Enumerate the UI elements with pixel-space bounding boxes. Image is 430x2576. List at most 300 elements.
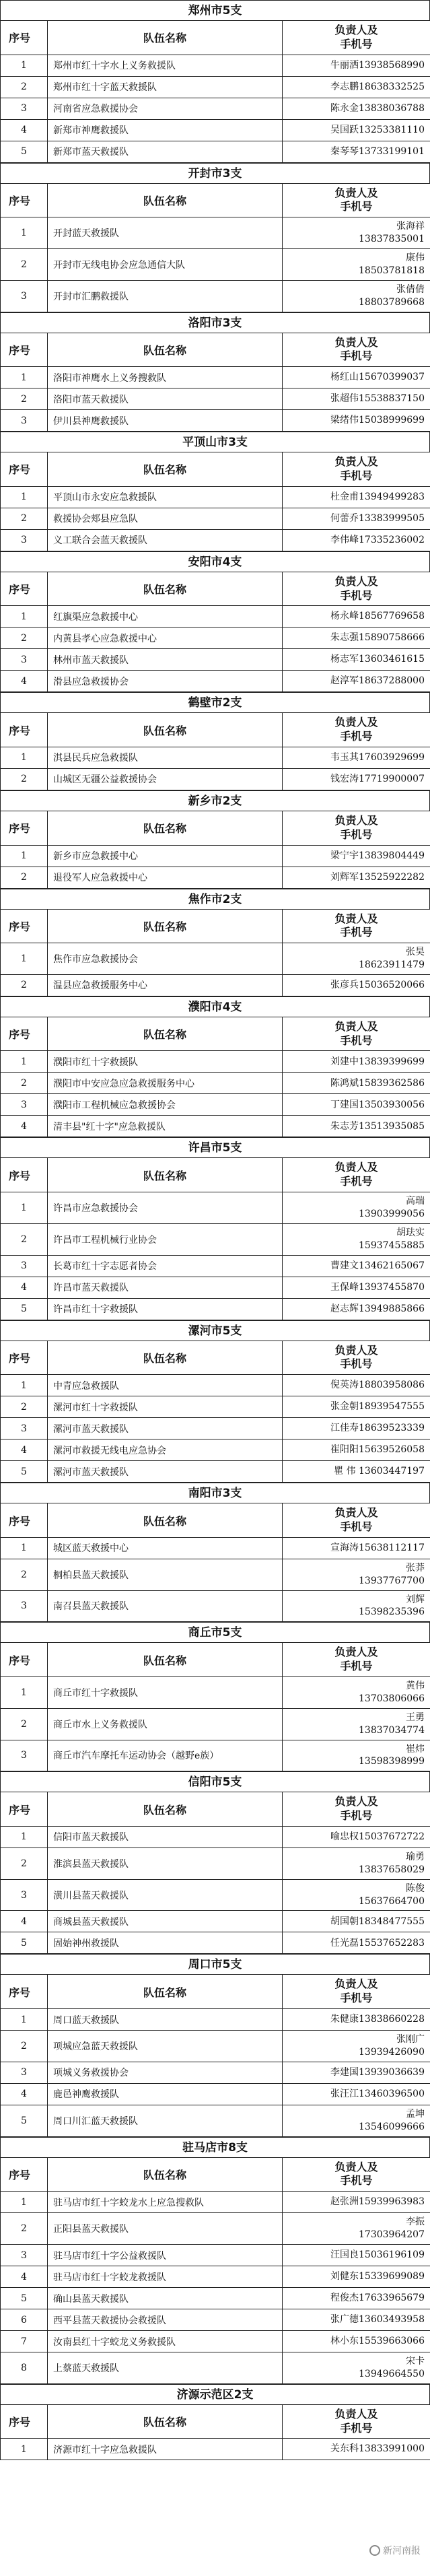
- header-index: 序号: [1, 1341, 48, 1375]
- team-name: 商丘市红十字救援队: [48, 1676, 283, 1708]
- contact-info: 李振 17303964207: [283, 2213, 430, 2245]
- row-index: 4: [1, 1911, 48, 1932]
- table-row: [1, 1051, 430, 1073]
- region-table: [0, 1503, 430, 1622]
- team-name: 平顶山市永安应急救援队: [48, 486, 283, 508]
- contact-info: 赵张洲15939963983: [283, 2192, 430, 2213]
- team-name: 正阳县蓝天救援队: [48, 2213, 283, 2245]
- contact-info: 胡国朝18348477555: [283, 1911, 430, 1932]
- row-index: 3: [1, 410, 48, 432]
- header-team-name: 队伍名称: [48, 2157, 283, 2192]
- table-row: [1, 2331, 430, 2352]
- table-row: [1, 76, 430, 98]
- region-table: [0, 333, 430, 432]
- team-name: 城区蓝天救援中心: [48, 1537, 283, 1559]
- row-index: 1: [1, 2439, 48, 2460]
- contact-info: 杨志军13603461615: [283, 649, 430, 671]
- team-name: 汝南县红十字蛟龙义务救援队: [48, 2331, 283, 2352]
- row-index: 4: [1, 2083, 48, 2105]
- table-header-row: [1, 572, 430, 606]
- contact-info: 任光磊15537652283: [283, 1932, 430, 1954]
- region-title: 济源示范区2支: [0, 2384, 430, 2404]
- table-row: [1, 1932, 430, 1954]
- header-contact: 负责人及 手机号: [283, 452, 430, 487]
- table-row: [1, 943, 430, 975]
- team-name: 漯河市蓝天救援队: [48, 1461, 283, 1483]
- region-title: 周口市5支: [0, 1954, 430, 1974]
- team-name: 许昌市工程机械行业协会: [48, 1223, 283, 1255]
- team-name: 周口蓝天救援队: [48, 2009, 283, 2031]
- header-contact: 负责人及 手机号: [283, 21, 430, 55]
- row-index: 1: [1, 486, 48, 508]
- table-row: [1, 1740, 430, 1771]
- table-row: [1, 606, 430, 628]
- header-index: 序号: [1, 713, 48, 747]
- row-index: 1: [1, 606, 48, 628]
- team-name: 商丘市水上义务救援队: [48, 1708, 283, 1740]
- team-name: 许昌市应急救援协会: [48, 1192, 283, 1224]
- region-title: 平顶山市3支: [0, 432, 430, 452]
- contact-info: 程俊杰17633965679: [283, 2288, 430, 2309]
- contact-info: 倪英涛18803958086: [283, 1375, 430, 1396]
- row-index: 2: [1, 628, 48, 649]
- contact-info: 张莽 13937767700: [283, 1559, 430, 1590]
- header-contact: 负责人及 手机号: [283, 333, 430, 367]
- table-row: [1, 1439, 430, 1461]
- row-index: 3: [1, 1094, 48, 1116]
- contact-info: 朱志强15890758666: [283, 628, 430, 649]
- region-title: 焦作市2支: [0, 889, 430, 909]
- contact-info: 瞿 伟 13603447197: [283, 1461, 430, 1483]
- team-name: 山城区无疆公益救援协会: [48, 768, 283, 790]
- row-index: 1: [1, 2192, 48, 2213]
- row-index: 2: [1, 867, 48, 888]
- team-name: 漯河市蓝天救援队: [48, 1418, 283, 1439]
- table-row: [1, 2105, 430, 2136]
- contact-info: 张海祥 13837835001: [283, 217, 430, 249]
- row-index: 7: [1, 2331, 48, 2352]
- table-row: [1, 747, 430, 768]
- region-title: 许昌市5支: [0, 1137, 430, 1157]
- team-name: 新郑市神鹰救援队: [48, 119, 283, 141]
- row-index: 2: [1, 1396, 48, 1418]
- row-index: 1: [1, 2009, 48, 2031]
- table-row: [1, 1255, 430, 1277]
- team-name: 漯河市救援无线电应急协会: [48, 1439, 283, 1461]
- contact-info: 刘辉 15398235396: [283, 1590, 430, 1622]
- team-name: 确山县蓝天救援队: [48, 2288, 283, 2309]
- region-title: 信阳市5支: [0, 1771, 430, 1792]
- contact-info: 朱健康13838660228: [283, 2009, 430, 2031]
- region-title: 新乡市2支: [0, 790, 430, 811]
- header-index: 序号: [1, 1503, 48, 1538]
- header-contact: 负责人及 手机号: [283, 811, 430, 845]
- row-index: 2: [1, 1559, 48, 1590]
- team-name: 濮阳市工程机械应急救援协会: [48, 1094, 283, 1116]
- table-row: [1, 649, 430, 671]
- region-table: [0, 811, 430, 889]
- row-index: 3: [1, 1879, 48, 1911]
- table-row: [1, 280, 430, 312]
- header-contact: 负责人及 手机号: [283, 1158, 430, 1192]
- header-contact: 负责人及 手机号: [283, 909, 430, 943]
- contact-info: 林小东15539663066: [283, 2331, 430, 2352]
- row-index: 4: [1, 1439, 48, 1461]
- table-header-row: [1, 1341, 430, 1375]
- team-name: 新郑市蓝天救援队: [48, 141, 283, 162]
- contact-info: 何蕾乔13383999505: [283, 508, 430, 529]
- header-contact: 负责人及 手机号: [283, 713, 430, 747]
- contact-info: 张刚广 13939426090: [283, 2031, 430, 2062]
- header-team-name: 队伍名称: [48, 1792, 283, 1827]
- team-name: 商城县蓝天救援队: [48, 1911, 283, 1932]
- row-index: 2: [1, 1848, 48, 1879]
- contact-info: 梁绪伟15038999699: [283, 410, 430, 432]
- team-name: 救援协会郏县应急队: [48, 508, 283, 529]
- team-name: 林州市蓝天救援队: [48, 649, 283, 671]
- row-index: 2: [1, 248, 48, 280]
- row-index: 4: [1, 2266, 48, 2288]
- header-team-name: 队伍名称: [48, 183, 283, 217]
- table-row: [1, 1277, 430, 1298]
- table-header-row: [1, 452, 430, 487]
- team-name: 济源市红十字应急救援队: [48, 2439, 283, 2460]
- region-title: 濮阳市4支: [0, 996, 430, 1017]
- region-table: [0, 1642, 430, 1771]
- contact-info: 崔炜 13598398999: [283, 1740, 430, 1771]
- row-index: 1: [1, 845, 48, 867]
- team-name: 伊川县神鹰救援队: [48, 410, 283, 432]
- row-index: 1: [1, 217, 48, 249]
- team-name: 洛阳市神鹰水上义务搜救队: [48, 367, 283, 388]
- table-row: [1, 119, 430, 141]
- table-row: [1, 1396, 430, 1418]
- table-row: [1, 508, 430, 529]
- region-table: [0, 712, 430, 790]
- table-row: [1, 141, 430, 162]
- table-row: [1, 1537, 430, 1559]
- contact-info: 王勇 13837034774: [283, 1708, 430, 1740]
- table-header-row: [1, 2157, 430, 2192]
- team-name: 潢川县蓝天救援队: [48, 1879, 283, 1911]
- table-row: [1, 1559, 430, 1590]
- contact-info: 刘建中13839399699: [283, 1051, 430, 1073]
- contact-info: 张金朝18939547555: [283, 1396, 430, 1418]
- contact-info: 刘健东15339699089: [283, 2266, 430, 2288]
- header-contact: 负责人及 手机号: [283, 2157, 430, 2192]
- table-row: [1, 367, 430, 388]
- contact-info: 曹建文13462165067: [283, 1255, 430, 1277]
- region-table: [0, 2157, 430, 2384]
- table-row: [1, 486, 430, 508]
- team-name: 淇县民兵应急救援队: [48, 747, 283, 768]
- watermark-text: 新河南报: [383, 2546, 421, 2556]
- contact-info: 杨永峰18567769658: [283, 606, 430, 628]
- header-index: 序号: [1, 1792, 48, 1827]
- region-title: 郑州市5支: [0, 0, 430, 20]
- region-table: [0, 183, 430, 312]
- header-team-name: 队伍名称: [48, 1341, 283, 1375]
- row-index: 2: [1, 2031, 48, 2062]
- contact-info: 张汪江13460396500: [283, 2083, 430, 2105]
- header-team-name: 队伍名称: [48, 572, 283, 606]
- table-header-row: [1, 713, 430, 747]
- table-row: [1, 1418, 430, 1439]
- region-table: [0, 1017, 430, 1138]
- table-row: [1, 1911, 430, 1932]
- contact-info: 张彦兵15036520066: [283, 974, 430, 996]
- table-row: [1, 1116, 430, 1137]
- contact-info: 张倩倩 18803789668: [283, 280, 430, 312]
- row-index: 5: [1, 2288, 48, 2309]
- table-header-row: [1, 1975, 430, 2009]
- team-name: 信阳市蓝天救援队: [48, 1826, 283, 1848]
- table-row: [1, 1676, 430, 1708]
- row-index: 6: [1, 2309, 48, 2331]
- row-index: 2: [1, 768, 48, 790]
- contact-info: 张超伟15538837150: [283, 388, 430, 410]
- team-name: 郑州市红十字水上义务救援队: [48, 55, 283, 76]
- header-index: 序号: [1, 1158, 48, 1192]
- team-name: 西平县蓝天救援协会救援队: [48, 2309, 283, 2331]
- contact-info: 黄伟 13703806066: [283, 1676, 430, 1708]
- table-row: [1, 248, 430, 280]
- team-name: 洛阳市蓝天救援队: [48, 388, 283, 410]
- header-team-name: 队伍名称: [48, 1503, 283, 1538]
- contact-info: 赵淳军18637288000: [283, 671, 430, 692]
- table-row: [1, 2192, 430, 2213]
- table-row: [1, 2352, 430, 2384]
- table-row: [1, 974, 430, 996]
- table-row: [1, 98, 430, 119]
- table-row: [1, 628, 430, 649]
- team-name: 濮阳市红十字救援队: [48, 1051, 283, 1073]
- table-header-row: [1, 333, 430, 367]
- header-team-name: 队伍名称: [48, 21, 283, 55]
- contact-info: 宋卡 13949664550: [283, 2352, 430, 2384]
- header-index: 序号: [1, 811, 48, 845]
- contact-info: 陈鸿斌15839362586: [283, 1073, 430, 1094]
- contact-info: 赵志辉13949885866: [283, 1298, 430, 1320]
- table-row: [1, 2245, 430, 2266]
- contact-info: 杜金甫13949499283: [283, 486, 430, 508]
- region-table: [0, 452, 430, 551]
- table-row: [1, 845, 430, 867]
- contact-info: 韦玉其17603929699: [283, 747, 430, 768]
- region-title: 鹤壁市2支: [0, 692, 430, 712]
- table-row: [1, 2009, 430, 2031]
- team-name: 漯河市红十字救援队: [48, 1396, 283, 1418]
- row-index: 1: [1, 1537, 48, 1559]
- contact-info: 关东科13833991000: [283, 2439, 430, 2460]
- region-title: 漯河市5支: [0, 1320, 430, 1341]
- team-name: 商丘市汽车摩托车运动协会（越野e族）: [48, 1740, 283, 1771]
- team-name: 滑县应急救援协会: [48, 671, 283, 692]
- table-header-row: [1, 1503, 430, 1538]
- contact-info: 江佳寿18639523339: [283, 1418, 430, 1439]
- header-index: 序号: [1, 21, 48, 55]
- header-contact: 负责人及 手机号: [283, 2404, 430, 2439]
- row-index: 2: [1, 1223, 48, 1255]
- table-header-row: [1, 811, 430, 845]
- team-name: 项城义务救援协会: [48, 2062, 283, 2083]
- team-name: 驻马店市红十字蛟龙救援队: [48, 2266, 283, 2288]
- row-index: 3: [1, 98, 48, 119]
- region-table: [0, 1157, 430, 1320]
- team-name: 温县应急救援服务中心: [48, 974, 283, 996]
- row-index: 4: [1, 119, 48, 141]
- team-name: 义工联合会蓝天救援队: [48, 529, 283, 551]
- row-index: 3: [1, 2245, 48, 2266]
- team-name: 驻马店市红十字蛟龙水上应急搜救队: [48, 2192, 283, 2213]
- table-row: [1, 1708, 430, 1740]
- team-name: 内黄县孝心应急救援中心: [48, 628, 283, 649]
- header-contact: 负责人及 手机号: [283, 1643, 430, 1677]
- table-header-row: [1, 909, 430, 943]
- contact-info: 崔阳阳15639526058: [283, 1439, 430, 1461]
- row-index: 1: [1, 943, 48, 975]
- contact-info: 李志鹏18638332525: [283, 76, 430, 98]
- contact-info: 汪国良15036196109: [283, 2245, 430, 2266]
- header-team-name: 队伍名称: [48, 333, 283, 367]
- table-row: [1, 1826, 430, 1848]
- table-row: [1, 867, 430, 888]
- table-row: [1, 1461, 430, 1483]
- team-name: 项城应急蓝天救援队: [48, 2031, 283, 2062]
- table-header-row: [1, 21, 430, 55]
- row-index: 1: [1, 747, 48, 768]
- header-index: 序号: [1, 333, 48, 367]
- watermark-logo-icon: [369, 2545, 380, 2556]
- header-contact: 负责人及 手机号: [283, 183, 430, 217]
- header-contact: 负责人及 手机号: [283, 572, 430, 606]
- row-index: 2: [1, 388, 48, 410]
- header-index: 序号: [1, 452, 48, 487]
- team-name: 桐柏县蓝天救援队: [48, 1559, 283, 1590]
- region-title: 驻马店市8支: [0, 2137, 430, 2157]
- row-index: 1: [1, 1826, 48, 1848]
- row-index: 8: [1, 2352, 48, 2384]
- contact-info: 吴国跃13253381110: [283, 119, 430, 141]
- row-index: 2: [1, 974, 48, 996]
- header-index: 序号: [1, 909, 48, 943]
- header-index: 序号: [1, 1017, 48, 1051]
- team-name: 红旗渠应急救援中心: [48, 606, 283, 628]
- header-index: 序号: [1, 2404, 48, 2439]
- region-title: 商丘市5支: [0, 1622, 430, 1642]
- team-name: 焦作市应急救援协会: [48, 943, 283, 975]
- row-index: 5: [1, 1461, 48, 1483]
- table-header-row: [1, 1158, 430, 1192]
- table-row: [1, 529, 430, 551]
- row-index: 2: [1, 1708, 48, 1740]
- row-index: 1: [1, 55, 48, 76]
- row-index: 5: [1, 141, 48, 162]
- row-index: 2: [1, 76, 48, 98]
- team-name: 长葛市红十字志愿者协会: [48, 1255, 283, 1277]
- table-header-row: [1, 1643, 430, 1677]
- contact-info: 宣海涛15638112117: [283, 1537, 430, 1559]
- row-index: 4: [1, 1277, 48, 1298]
- team-name: 淮滨县蓝天救援队: [48, 1848, 283, 1879]
- row-index: 5: [1, 2105, 48, 2136]
- region-title: 开封市3支: [0, 163, 430, 183]
- header-team-name: 队伍名称: [48, 1017, 283, 1051]
- row-index: 3: [1, 529, 48, 551]
- region-table: [0, 909, 430, 996]
- contact-info: 瑜勇 13837658029: [283, 1848, 430, 1879]
- contact-info: 丁建国13503930056: [283, 1094, 430, 1116]
- contact-info: 李伟峰17335236002: [283, 529, 430, 551]
- table-row: [1, 768, 430, 790]
- table-row: [1, 1094, 430, 1116]
- region-table: [0, 2404, 430, 2461]
- header-contact: 负责人及 手机号: [283, 1503, 430, 1538]
- row-index: 4: [1, 1116, 48, 1137]
- contact-info: 康伟 18503781818: [283, 248, 430, 280]
- team-name: 郑州市红十字蓝天救援队: [48, 76, 283, 98]
- row-index: 1: [1, 1051, 48, 1073]
- team-name: 新乡市应急救援中心: [48, 845, 283, 867]
- region-table: [0, 1341, 430, 1483]
- table-header-row: [1, 1017, 430, 1051]
- row-index: 3: [1, 2062, 48, 2083]
- team-name: 固始神州救援队: [48, 1932, 283, 1954]
- table-row: [1, 2213, 430, 2245]
- table-header-row: [1, 183, 430, 217]
- table-row: [1, 2439, 430, 2460]
- table-header-row: [1, 1792, 430, 1827]
- row-index: 3: [1, 1590, 48, 1622]
- table-row: [1, 2031, 430, 2062]
- region-table: [0, 572, 430, 693]
- header-contact: 负责人及 手机号: [283, 1341, 430, 1375]
- header-contact: 负责人及 手机号: [283, 1975, 430, 2009]
- table-row: [1, 2266, 430, 2288]
- team-name: 南召县蓝天救援队: [48, 1590, 283, 1622]
- table-row: [1, 1192, 430, 1224]
- row-index: 3: [1, 649, 48, 671]
- table-row: [1, 2309, 430, 2331]
- contact-info: 梁宁宇13839804449: [283, 845, 430, 867]
- table-row: [1, 1848, 430, 1879]
- contact-info: 李建国13939036639: [283, 2062, 430, 2083]
- header-team-name: 队伍名称: [48, 1158, 283, 1192]
- table-row: [1, 217, 430, 249]
- header-team-name: 队伍名称: [48, 2404, 283, 2439]
- region-title: 安阳市4支: [0, 551, 430, 572]
- header-team-name: 队伍名称: [48, 713, 283, 747]
- team-name: 河南省应急救援协会: [48, 98, 283, 119]
- header-team-name: 队伍名称: [48, 811, 283, 845]
- header-index: 序号: [1, 2157, 48, 2192]
- table-row: [1, 1879, 430, 1911]
- contact-info: 刘辉军13525922282: [283, 867, 430, 888]
- table-row: [1, 55, 430, 76]
- contact-info: 孟坤 13546099666: [283, 2105, 430, 2136]
- region-table: [0, 20, 430, 163]
- header-team-name: 队伍名称: [48, 452, 283, 487]
- contact-info: 秦琴琴13733199101: [283, 141, 430, 162]
- watermark: [369, 2544, 421, 2557]
- table-row: [1, 1223, 430, 1255]
- row-index: 4: [1, 671, 48, 692]
- contact-info: 胡珐实 15937455885: [283, 1223, 430, 1255]
- contact-info: 张广德13603493958: [283, 2309, 430, 2331]
- table-row: [1, 1375, 430, 1396]
- region-title: 南阳市3支: [0, 1483, 430, 1503]
- table-row: [1, 1298, 430, 1320]
